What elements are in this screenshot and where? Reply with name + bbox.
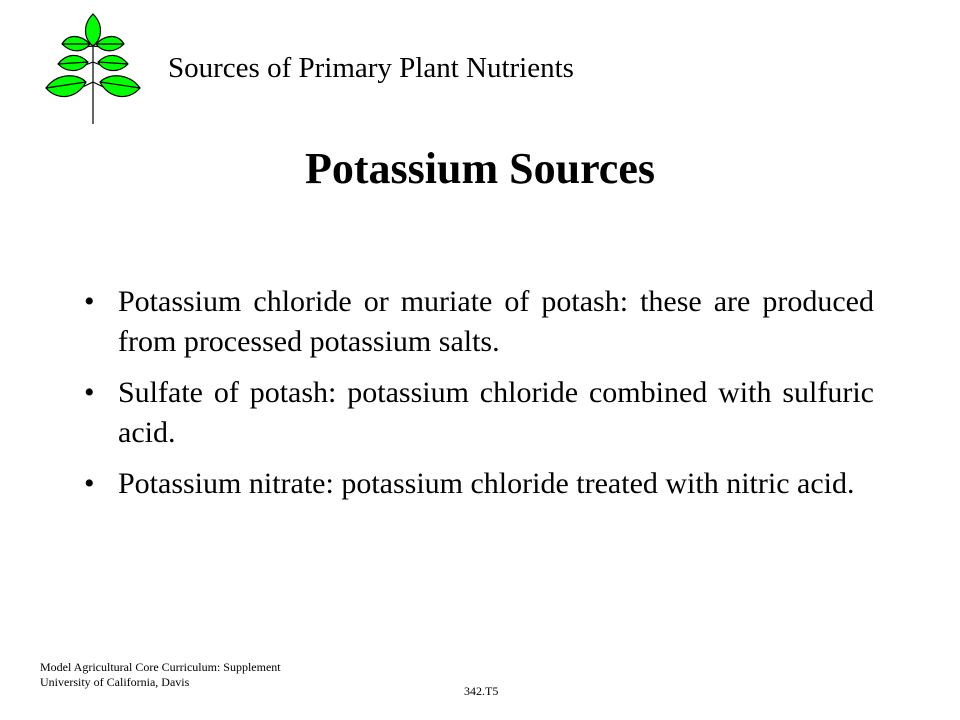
footer-line1: Model Agricultural Core Curriculum: Supplement (40, 660, 281, 674)
bullet-icon: • (84, 467, 95, 500)
bullet-icon: • (84, 285, 95, 318)
plant-sprout-icon (38, 12, 148, 128)
footer-line2: University of California, Davis (40, 675, 190, 689)
bullet-item (84, 373, 874, 453)
footer-credits (40, 660, 281, 690)
header-title: Sources of Primary Plant Nutrients (168, 52, 574, 84)
bullet-item (84, 464, 874, 504)
bullet-text: Potassium nitrate: potassium chloride treated with nitric acid. (118, 467, 855, 500)
slide-title: Potassium Sources (305, 144, 655, 193)
bullet-icon: • (84, 376, 95, 409)
bullet-list (84, 282, 874, 515)
slide-code: 342.T5 (464, 684, 499, 698)
bullet-text: Potassium chloride or muriate of potash: these are produced from processed potassium salts. (118, 285, 874, 358)
bullet-item (84, 282, 874, 362)
bullet-text: Sulfate of potash: potassium chloride combined with sulfuric acid. (118, 376, 874, 449)
